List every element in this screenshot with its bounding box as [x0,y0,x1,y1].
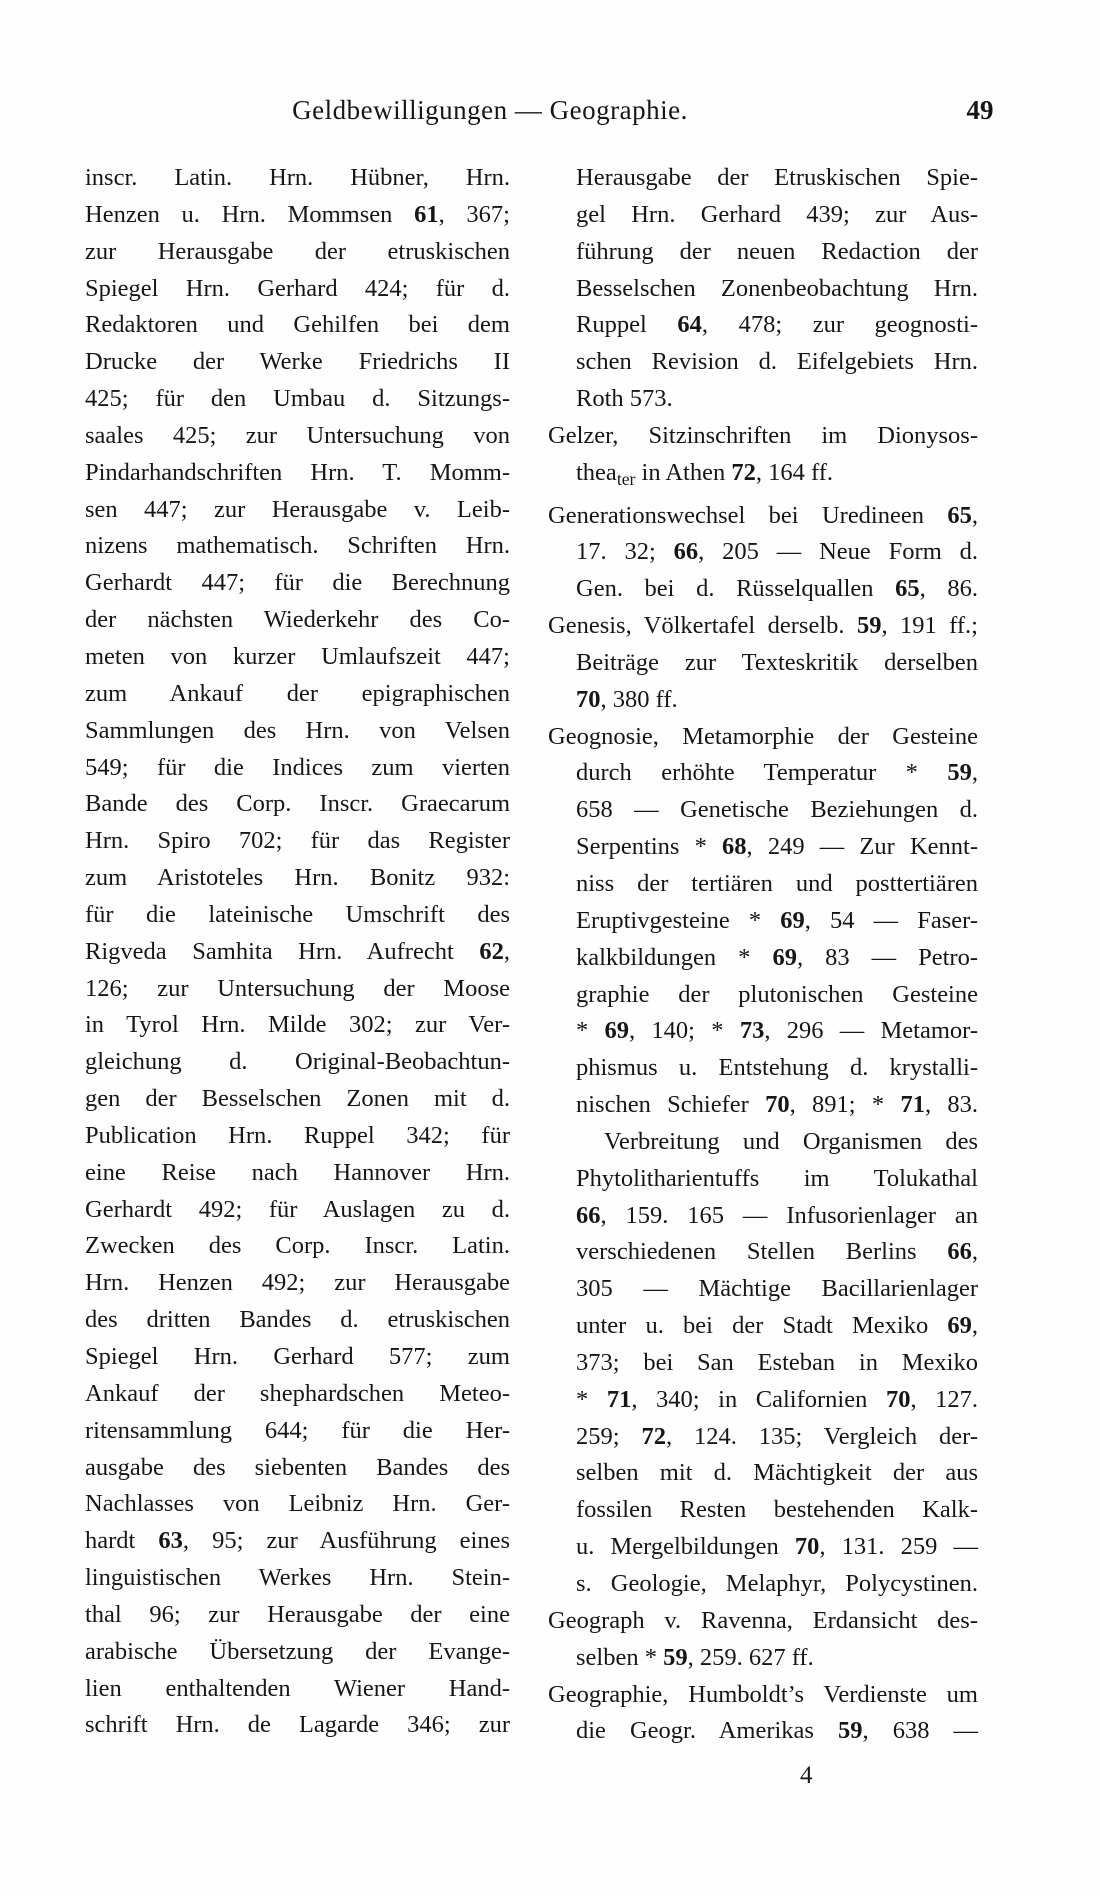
text-segment: verschiedenen Stellen Berlins [576,1238,948,1266]
volume-number: 66 [576,1201,601,1229]
volume-number: 72 [731,458,756,486]
text-segment: Zwecken des Corp. Inscr. Latin. [85,1232,510,1260]
text-line [85,344,510,381]
text-line [85,1413,510,1450]
text-segment: , 131. 259 — [819,1533,979,1561]
text-segment: * [576,1017,605,1045]
text-segment: zum Aristoteles Hrn. Bonitz 932: [85,864,510,892]
text-segment: , 86. [919,575,978,603]
text-line [85,1523,510,1560]
text-line [85,234,510,271]
text-segment: eine Reise nach Hannover Hrn. [85,1158,510,1186]
text-segment: 305 — Mächtige Bacillarienlager [576,1275,978,1303]
text-segment: , 638 — [862,1717,979,1745]
text-line [85,1118,510,1155]
text-line [85,971,510,1008]
text-line [548,1308,978,1345]
text-segment: Spiegel Hrn. Gerhard 577; zum [85,1343,510,1370]
text-line [548,1566,978,1603]
text-line [85,528,510,565]
text-segment: thal 96; zur Herausgabe der eine [85,1600,510,1628]
text-segment: Henzen u. Hrn. Mommsen [85,200,415,228]
text-segment: Gerhardt 447; für die Berechnung [85,569,510,597]
text-line [85,713,510,750]
text-line [548,344,978,381]
text-segment: Pindarhandschriften Hrn. T. Momm- [85,458,510,486]
right-column [548,160,978,1795]
text-line [85,1560,510,1597]
text-line [548,1234,978,1271]
text-segment: Beiträge zur Texteskritik derselben [576,648,978,676]
text-line [85,1265,510,1302]
text-line [548,719,978,756]
text-line [85,602,510,639]
volume-number: 65 [947,501,972,529]
text-segment: Gerhardt 492; für Auslagen zu d. [85,1195,510,1223]
volume-number: 63 [158,1527,183,1555]
running-head-title: Geldbewilligungen — Geographie. [292,95,688,125]
text-line [85,1228,510,1265]
text-line [548,1713,978,1750]
text-line [548,829,978,866]
text-segment: Nachlasses von Leibniz Hrn. Ger- [85,1490,510,1518]
text-segment: , [971,501,978,529]
text-segment: linguistischen Werkes Hrn. Stein- [85,1564,510,1592]
text-segment: , 95; zur Ausführung eines [182,1527,510,1555]
text-segment: , 891; * [789,1091,901,1119]
text-line [85,860,510,897]
text-segment: , [971,759,978,787]
volume-number: 62 [479,937,504,965]
text-segment: gen der Besselschen Zonen mit d. [85,1085,510,1113]
text-segment: unter u. bei der Stadt Mexiko [576,1312,948,1340]
text-line [548,1013,978,1050]
text-line [85,1302,510,1339]
volume-number: 70 [885,1385,911,1413]
text-segment: , 159. 165 — Infusorienlager an [600,1201,978,1229]
text-segment: Verbreitung und Organismen des [604,1127,978,1155]
text-segment: , 124. 135; Vergleich der- [665,1422,978,1450]
text-segment: Gelzer, Sitzinschriften im Dionysos- [548,421,978,449]
text-segment: 549; für die Indices zum vierten [85,753,510,781]
text-line [548,571,978,608]
text-line [85,1707,510,1744]
text-segment: ritensammlung 644; für die Her- [85,1416,510,1444]
volume-number: 69 [947,1312,972,1340]
text-segment: Bande des Corp. Inscr. Graecarum [85,790,510,818]
text-segment: zum Ankauf der epigraphischen [85,679,510,707]
text-line [548,234,978,271]
volume-number: 59 [947,759,972,787]
volume-number: 71 [900,1091,925,1119]
text-segment: Publication Hrn. Ruppel 342; für [85,1121,510,1149]
text-segment: Geograph v. Ravenna, Erdansicht des- [548,1606,978,1634]
text-segment: arabische Übersetzung der Evange- [85,1637,510,1665]
text-segment: selben mit d. Mächtigkeit der aus [576,1459,978,1487]
left-column [85,160,510,1795]
text-segment: , [971,1238,978,1266]
text-segment: durch erhöhte Temperatur * [576,759,948,787]
text-segment: fossilen Resten bestehenden Kalk- [576,1496,978,1524]
text-segment: , 380 ff. [600,685,678,713]
text-segment: nischen Schiefer [576,1091,766,1119]
text-line [85,492,510,529]
text-segment: Roth 573. [576,385,673,413]
text-segment: , 249 — Zur Kennt- [746,833,978,861]
text-line [85,1339,510,1376]
text-line [85,418,510,455]
text-segment: kalkbildungen * [576,943,773,971]
text-segment: ausgabe des siebenten Bandes des [85,1453,510,1481]
volume-number: 59 [838,1717,863,1745]
text-segment: , 340; in Californien [631,1385,886,1413]
text-line [548,977,978,1014]
text-line [548,271,978,308]
text-segment: ter [616,468,636,489]
text-segment: Drucke der Werke Friedrichs II [85,348,510,376]
text-line [85,1671,510,1708]
text-line [548,903,978,940]
text-segment: Ruppel [576,311,678,339]
text-segment: , 367; [438,200,510,228]
text-segment: gleichung d. Original-Beobachtun- [85,1048,510,1076]
text-segment: Generationswechsel bei Uredineen [548,501,948,529]
text-segment: , 296 — Metamor- [764,1017,978,1045]
text-line [548,381,978,418]
text-segment: schen Revision d. Eifelgebiets Hrn. [576,348,978,376]
page-number: 49 [966,95,994,125]
text-line [548,498,978,535]
text-line [85,455,510,492]
text-segment: Ankauf der shephardschen Meteo- [85,1379,510,1407]
text-segment: die Geogr. Amerikas [576,1717,839,1745]
text-segment: Redaktoren und Gehilfen bei dem [85,311,510,339]
text-segment: nizens mathematisch. Schriften Hrn. [85,532,510,560]
volume-number: 72 [641,1422,666,1450]
text-segment: Rigveda Samhita Hrn. Aufrecht [85,937,480,965]
text-line [85,565,510,602]
text-segment: , 478; zur geognosti- [701,311,978,339]
volume-number: 71 [606,1385,632,1413]
text-segment: inscr. Latin. Hrn. Hübner, Hrn. [85,164,510,191]
text-line [85,786,510,823]
text-segment: Geognosie, Metamorphie der Gesteine [548,722,978,750]
text-segment: Herausgabe der Etruskischen Spie- [576,164,978,191]
text-line [548,418,978,455]
volume-number: 61 [414,200,439,228]
text-segment: Besselschen Zonenbeobachtung Hrn. [576,274,978,302]
text-segment: , 205 — Neue Form d. [698,538,978,566]
text-segment: Genesis, Völkertafel derselb. [548,612,857,640]
text-line [548,1161,978,1198]
text-line [548,197,978,234]
volume-number: 70 [765,1091,790,1119]
text-segment: u. Mergelbildungen [576,1533,795,1561]
text-segment: Eruptivgesteine * [576,906,781,934]
text-segment: , [503,937,510,965]
text-line [85,1044,510,1081]
volume-number: 73 [739,1017,765,1045]
text-line [548,160,978,197]
text-segment: lien enthaltenden Wiener Hand- [85,1674,510,1702]
text-line [548,608,978,645]
text-segment: führung der neuen Redaction der [576,237,978,265]
text-line [548,1050,978,1087]
volume-number: 59 [856,612,882,640]
text-line [85,1376,510,1413]
text-segment: niss der tertiären und posttertiären [576,869,978,897]
text-line [548,307,978,344]
text-line [85,1081,510,1118]
text-segment: Gen. bei d. Rüsselquallen [576,575,896,603]
volume-number: 65 [895,575,920,603]
text-segment: der nächsten Wiederkehr des Co- [85,606,510,634]
volume-number: 66 [673,538,699,566]
text-segment: graphie der plutonischen Gesteine [576,980,978,1008]
text-line [548,1271,978,1308]
text-segment: , [971,1312,978,1340]
text-line [85,1634,510,1671]
text-segment: s. Geologie, Melaphyr, Polycystinen. [576,1570,978,1597]
text-segment: 425; für den Umbau d. Sitzungs- [85,385,510,413]
text-line [85,1597,510,1634]
text-line [85,897,510,934]
text-segment: für die lateinische Umschrift des [85,900,510,928]
text-segment: phismus u. Entstehung d. krystalli- [576,1054,978,1082]
text-segment: in Athen [635,458,732,486]
text-segment: sen 447; zur Herausgabe v. Leib- [85,495,510,523]
text-line [548,455,978,498]
text-line [548,1198,978,1235]
text-segment: , 191 ff.; [881,612,978,640]
text-line [548,645,978,682]
text-segment: Geographie, Humboldt’s Verdienste um [548,1680,978,1708]
text-segment: Hrn. Henzen 492; zur Herausgabe [85,1269,510,1297]
text-segment: , 140; * [629,1017,740,1045]
text-line [85,934,510,971]
text-line [548,1529,978,1566]
text-line [548,1455,978,1492]
text-line [85,197,510,234]
volume-number: 64 [677,311,702,339]
text-line [548,1124,978,1161]
text-segment: 17. 32; [576,538,674,566]
text-segment: Phytolitharientuffs im Tolukathal [576,1164,978,1192]
text-line [85,1155,510,1192]
text-segment: Hrn. Spiro 702; für das Register [85,827,510,855]
text-line [85,823,510,860]
text-line [548,1345,978,1382]
text-segment: Spiegel Hrn. Gerhard 424; für d. [85,274,510,302]
text-line [548,792,978,829]
signature-mark: 4 [800,1762,813,1790]
text-line [548,1419,978,1456]
text-line [85,381,510,418]
text-line [548,534,978,571]
text-segment: 658 — Genetische Beziehungen d. [576,796,978,824]
text-segment: des dritten Bandes d. etruskischen [85,1306,510,1334]
text-segment: 259; [576,1422,642,1450]
text-columns [85,160,978,1795]
volume-number: 59 [663,1643,688,1671]
text-segment: , 83. [924,1091,978,1119]
text-segment: , 83 — Petro- [796,943,978,971]
text-segment: saales 425; zur Untersuchung von [85,421,510,449]
text-segment: selben * [576,1643,664,1671]
text-line [85,160,510,197]
text-line [85,750,510,787]
text-line [548,682,978,719]
text-segment: in Tyrol Hrn. Milde 302; zur Ver- [85,1011,510,1039]
text-line [548,866,978,903]
text-segment: 373; bei San Esteban in Mexiko [576,1348,978,1376]
text-line [548,1603,978,1640]
text-line [548,1677,978,1714]
text-line [548,1382,978,1419]
text-line [548,1492,978,1529]
text-segment: meten von kurzer Umlaufszeit 447; [85,642,510,670]
text-segment: , 127. [910,1385,979,1413]
text-segment: Serpentins * [576,833,723,861]
text-segment: * [576,1385,607,1413]
text-segment: schrift Hrn. de Lagarde 346; zur [85,1711,510,1739]
volume-number: 69 [780,906,805,934]
text-segment: , 54 — Faser- [804,906,978,934]
text-line [548,1640,978,1677]
volume-number: 68 [722,833,747,861]
text-line [85,1192,510,1229]
volume-number: 66 [947,1238,972,1266]
text-segment: gel Hrn. Gerhard 439; zur Aus- [576,200,978,228]
text-segment: hardt [85,1527,159,1555]
text-segment: 126; zur Untersuchung der Moose [85,974,510,1002]
text-segment: , 259. 627 ff. [687,1643,814,1671]
text-line [548,1087,978,1124]
text-segment: , 164 ff. [755,458,833,486]
text-line [85,1486,510,1523]
volume-number: 69 [604,1017,630,1045]
text-segment: thea [576,458,617,486]
text-segment: zur Herausgabe der etruskischen [85,237,510,265]
text-line [548,940,978,977]
text-line [85,639,510,676]
text-line [85,1007,510,1044]
volume-number: 70 [794,1533,820,1561]
text-line [85,271,510,308]
text-line [85,1450,510,1487]
text-line [85,307,510,344]
text-line [85,676,510,713]
volume-number: 70 [576,685,601,713]
volume-number: 69 [772,943,797,971]
text-segment: Sammlungen des Hrn. von Velsen [85,716,510,744]
text-line [548,755,978,792]
